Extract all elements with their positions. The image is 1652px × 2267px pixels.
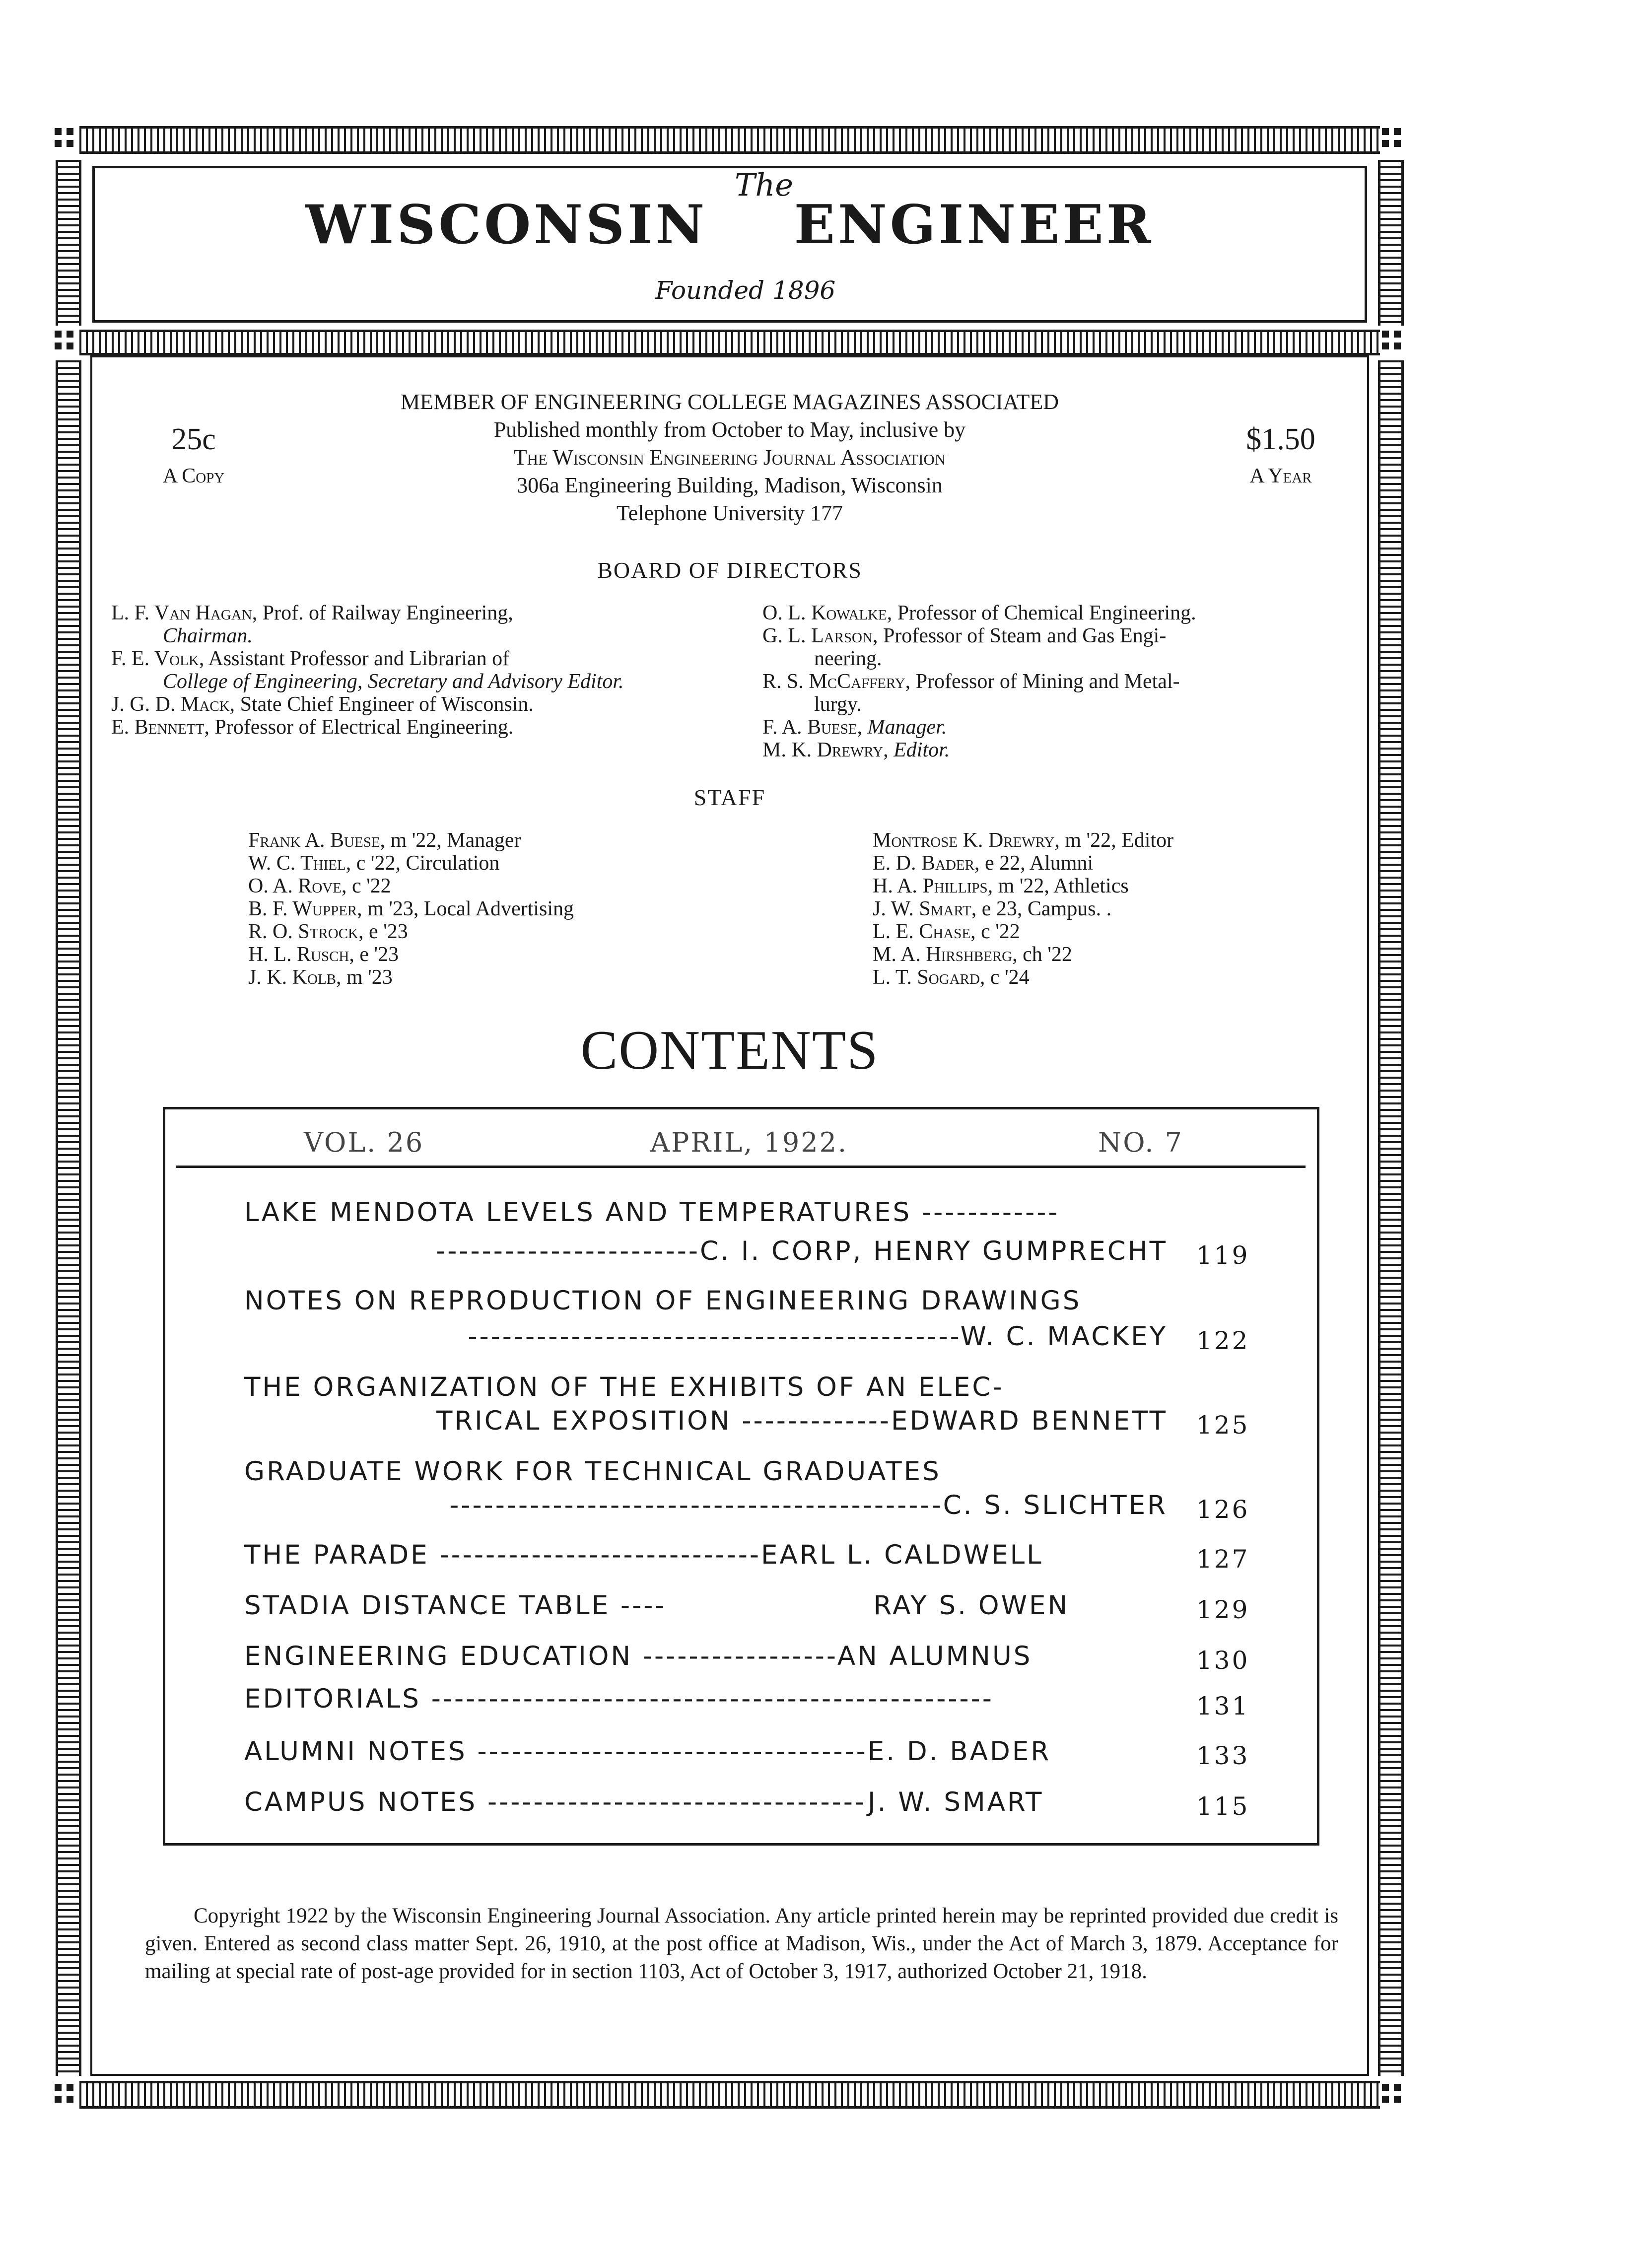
staff-entry <box>873 943 1173 966</box>
board-name: F. A. Buese, <box>762 716 863 739</box>
staff-entry <box>873 829 1173 852</box>
board-role: College of Engineering, Secretary and Advisory Editor. <box>163 670 624 693</box>
staff-name: H. L. Rusch, <box>248 943 354 966</box>
staff-name: E. D. Bader, <box>873 852 980 875</box>
board-title: Professor of Chemical Engineering. <box>892 602 1196 624</box>
staff-entry <box>873 897 1173 920</box>
board-role: lurgy. <box>814 693 862 716</box>
board-right-column <box>762 602 1371 761</box>
member-line: MEMBER OF ENGINEERING COLLEGE MAGAZINES ASSOCIATED <box>400 390 1059 414</box>
staff-detail: m '23, Local Advertising <box>362 897 574 920</box>
staff-name: M. A. Hirshberg, <box>873 943 1018 966</box>
corner-ornament <box>55 2084 76 2106</box>
board-entry <box>111 693 718 716</box>
staff-detail: ch '22 <box>1017 943 1072 966</box>
contents-header-rule <box>176 1166 1306 1168</box>
corner-ornament <box>1382 2084 1404 2106</box>
board-name: J. G. D. Mack, <box>111 693 235 716</box>
board-title: Manager. <box>862 716 947 739</box>
toc-page-number: 133 <box>1196 1741 1250 1770</box>
contents-title: CONTENTS <box>580 1020 879 1081</box>
staff-entry <box>248 897 574 920</box>
issue-number: NO. 7 <box>1098 1127 1184 1158</box>
toc-entry-title: CAMPUS NOTES ---------------------------------J. W. SMART <box>244 1787 1044 1817</box>
toc-page-number: 115 <box>1196 1792 1250 1821</box>
toc-page-number: 131 <box>1196 1692 1250 1720</box>
staff-name: Frank A. Buese, <box>248 829 386 852</box>
staff-detail: c '22, Circulation <box>351 852 500 875</box>
staff-detail: e 23, Campus. . <box>976 897 1112 920</box>
masthead-title: WISCONSIN ENGINEER <box>305 194 1154 256</box>
year-price-unit: A Year <box>1249 465 1312 487</box>
publication-info <box>278 388 1181 527</box>
board-name: L. F. Van Hagan, <box>111 602 258 624</box>
staff-detail: c '24 <box>985 966 1030 989</box>
year-price <box>1216 422 1345 488</box>
board-left-column <box>111 602 718 739</box>
bottom-rule <box>79 2081 1380 2109</box>
toc-entry-title: ENGINEERING EDUCATION -----------------AN ALUMNUS <box>244 1641 1032 1671</box>
staff-entry <box>248 920 574 943</box>
staff-name: B. F. Wupper, <box>248 897 362 920</box>
corner-ornament <box>55 331 76 352</box>
contents-box-left <box>163 1107 165 1846</box>
staff-detail: c '22 <box>975 920 1020 943</box>
toc-entry-author: TRICAL EXPOSITION -------------EDWARD BENNETT <box>436 1406 1168 1436</box>
board-name: F. E. Volk, <box>111 647 205 670</box>
board-role: Chairman. <box>163 624 253 647</box>
board-entry <box>762 739 1371 761</box>
staff-name: Montrose K. Drewry, <box>873 829 1060 852</box>
toc-page-number: 127 <box>1196 1545 1250 1574</box>
toc-page-number: 129 <box>1196 1595 1250 1624</box>
staff-detail: e '23 <box>363 920 408 943</box>
staff-detail: m '22, Athletics <box>993 875 1129 897</box>
staff-entry <box>873 920 1173 943</box>
year-price-value: $1.50 <box>1246 422 1315 456</box>
board-name: M. K. Drewry, <box>762 739 889 761</box>
board-entry <box>111 602 718 647</box>
address-line: 306a Engineering Building, Madison, Wisconsin <box>517 473 943 497</box>
top-rule <box>79 126 1380 154</box>
masthead-founded: Founded 1896 <box>655 276 836 305</box>
toc-entry-author: -------------------------------------------C. S. SLICHTER <box>449 1490 1168 1520</box>
copy-price-value: 25c <box>171 422 216 456</box>
board-title: Editor. <box>888 739 950 761</box>
staff-detail: m '22, Editor <box>1059 829 1174 852</box>
copyright-notice: Copyright 1922 by the Wisconsin Engineering Journal Association. Any article printed herein may be reprinted provided due credit is given. Entered as second class matter Sept. 26, 1910, at the post office at Madison, Wis., under the Act of March 3, 1879. Acceptance for mailing at special rate of post-age provided for in section 1103, Act of October 3, 1917, authorized October 21, 1918. <box>145 1904 1338 1983</box>
staff-name: L. T. Sogard, <box>873 966 985 989</box>
toc-entry-author: -----------------------C. I. CORP, HENRY GUMPRECHT <box>436 1236 1168 1266</box>
telephone-line: Telephone University 177 <box>616 501 843 525</box>
board-name: R. S. McCaffery, <box>762 670 911 693</box>
board-title: Prof. of Railway Engineering, <box>257 602 513 624</box>
toc-page-number: 125 <box>1196 1411 1250 1440</box>
staff-entry <box>873 875 1173 897</box>
staff-name: L. E. Chase, <box>873 920 976 943</box>
toc-entry-title: THE ORGANIZATION OF THE EXHIBITS OF AN ELEC- <box>244 1372 1004 1402</box>
staff-detail: e '23 <box>354 943 399 966</box>
staff-name: J. W. Smart, <box>873 897 977 920</box>
staff-entry <box>248 852 574 875</box>
corner-ornament <box>1382 128 1404 150</box>
contents-box-right <box>1317 1107 1319 1846</box>
staff-entry <box>873 966 1173 989</box>
copy-price <box>129 422 258 488</box>
toc-entry-title: GRADUATE WORK FOR TECHNICAL GRADUATES <box>244 1456 941 1487</box>
board-title: Professor of Electrical Engineering. <box>209 716 514 739</box>
board-entry <box>762 670 1371 716</box>
board-title: Professor of Mining and Metal- <box>910 670 1180 693</box>
staff-detail: c '22 <box>346 875 391 897</box>
right-rule <box>1378 360 1404 2076</box>
toc-entry-title: THE PARADE ----------------------------EARL L. CALDWELL <box>244 1540 1043 1570</box>
board-title: State Chief Engineer of Wisconsin. <box>235 693 534 716</box>
board-entry <box>762 624 1371 670</box>
toc-entry-title: NOTES ON REPRODUCTION OF ENGINEERING DRAWINGS <box>244 1286 1082 1316</box>
staff-heading: STAFF <box>693 785 766 810</box>
staff-detail: e 22, Alumni <box>979 852 1094 875</box>
staff-name: R. O. Strock, <box>248 920 364 943</box>
board-role: neering. <box>814 647 882 670</box>
issue-date: APRIL, 1922. <box>650 1127 848 1158</box>
toc-page-number: 126 <box>1196 1495 1250 1524</box>
toc-page-number: 122 <box>1196 1326 1250 1355</box>
board-entry <box>111 716 718 739</box>
staff-name: J. K. Kolb, <box>248 966 342 989</box>
board-title: Professor of Steam and Gas Engi- <box>878 624 1167 647</box>
corner-ornament <box>1382 331 1404 352</box>
published-line: Published monthly from October to May, inclusive by <box>493 417 966 442</box>
staff-right-column <box>873 829 1173 989</box>
board-entry <box>762 716 1371 739</box>
toc-entry-author: -------------------------------------------W. C. MACKEY <box>468 1321 1168 1352</box>
toc-entry-title: ALUMNI NOTES ----------------------------------E. D. BADER <box>244 1736 1051 1767</box>
staff-name: H. A. Phillips, <box>873 875 993 897</box>
staff-name: O. A. Rove, <box>248 875 347 897</box>
staff-detail: m '22, Manager <box>385 829 521 852</box>
staff-name: W. C. Thiel, <box>248 852 351 875</box>
board-name: O. L. Kowalke, <box>762 602 893 624</box>
publisher-line: The Wisconsin Engineering Journal Association <box>513 445 946 470</box>
left-rule <box>56 360 81 2076</box>
staff-entry <box>248 966 574 989</box>
board-name: G. L. Larson, <box>762 624 878 647</box>
masthead-the: The <box>735 167 793 203</box>
toc-entry-title: EDITORIALS ------------------------------------------------- <box>244 1684 994 1714</box>
copy-price-unit: A Copy <box>162 465 225 487</box>
staff-detail: m '23 <box>341 966 393 989</box>
masthead-bottom-rule <box>79 330 1380 355</box>
board-entry <box>762 602 1371 624</box>
staff-entry <box>248 943 574 966</box>
contents-box-bottom <box>163 1843 1319 1846</box>
toc-page-number: 130 <box>1196 1646 1250 1675</box>
board-entry <box>111 647 718 693</box>
board-name: E. Bennett, <box>111 716 209 739</box>
corner-ornament <box>55 128 76 150</box>
staff-entry <box>248 829 574 852</box>
volume-label: VOL. 26 <box>304 1127 424 1158</box>
toc-entry-title: STADIA DISTANCE TABLE ---- RAY S. OWEN <box>244 1590 1070 1621</box>
staff-entry <box>248 875 574 897</box>
staff-left-column <box>248 829 574 989</box>
toc-entry-title: LAKE MENDOTA LEVELS AND TEMPERATURES ------------ <box>244 1197 1060 1228</box>
contents-box-top <box>163 1107 1319 1109</box>
toc-page-number: 119 <box>1196 1241 1250 1270</box>
board-title: Assistant Professor and Librarian of <box>204 647 510 670</box>
staff-entry <box>873 852 1173 875</box>
board-heading: BOARD OF DIRECTORS <box>597 557 862 583</box>
